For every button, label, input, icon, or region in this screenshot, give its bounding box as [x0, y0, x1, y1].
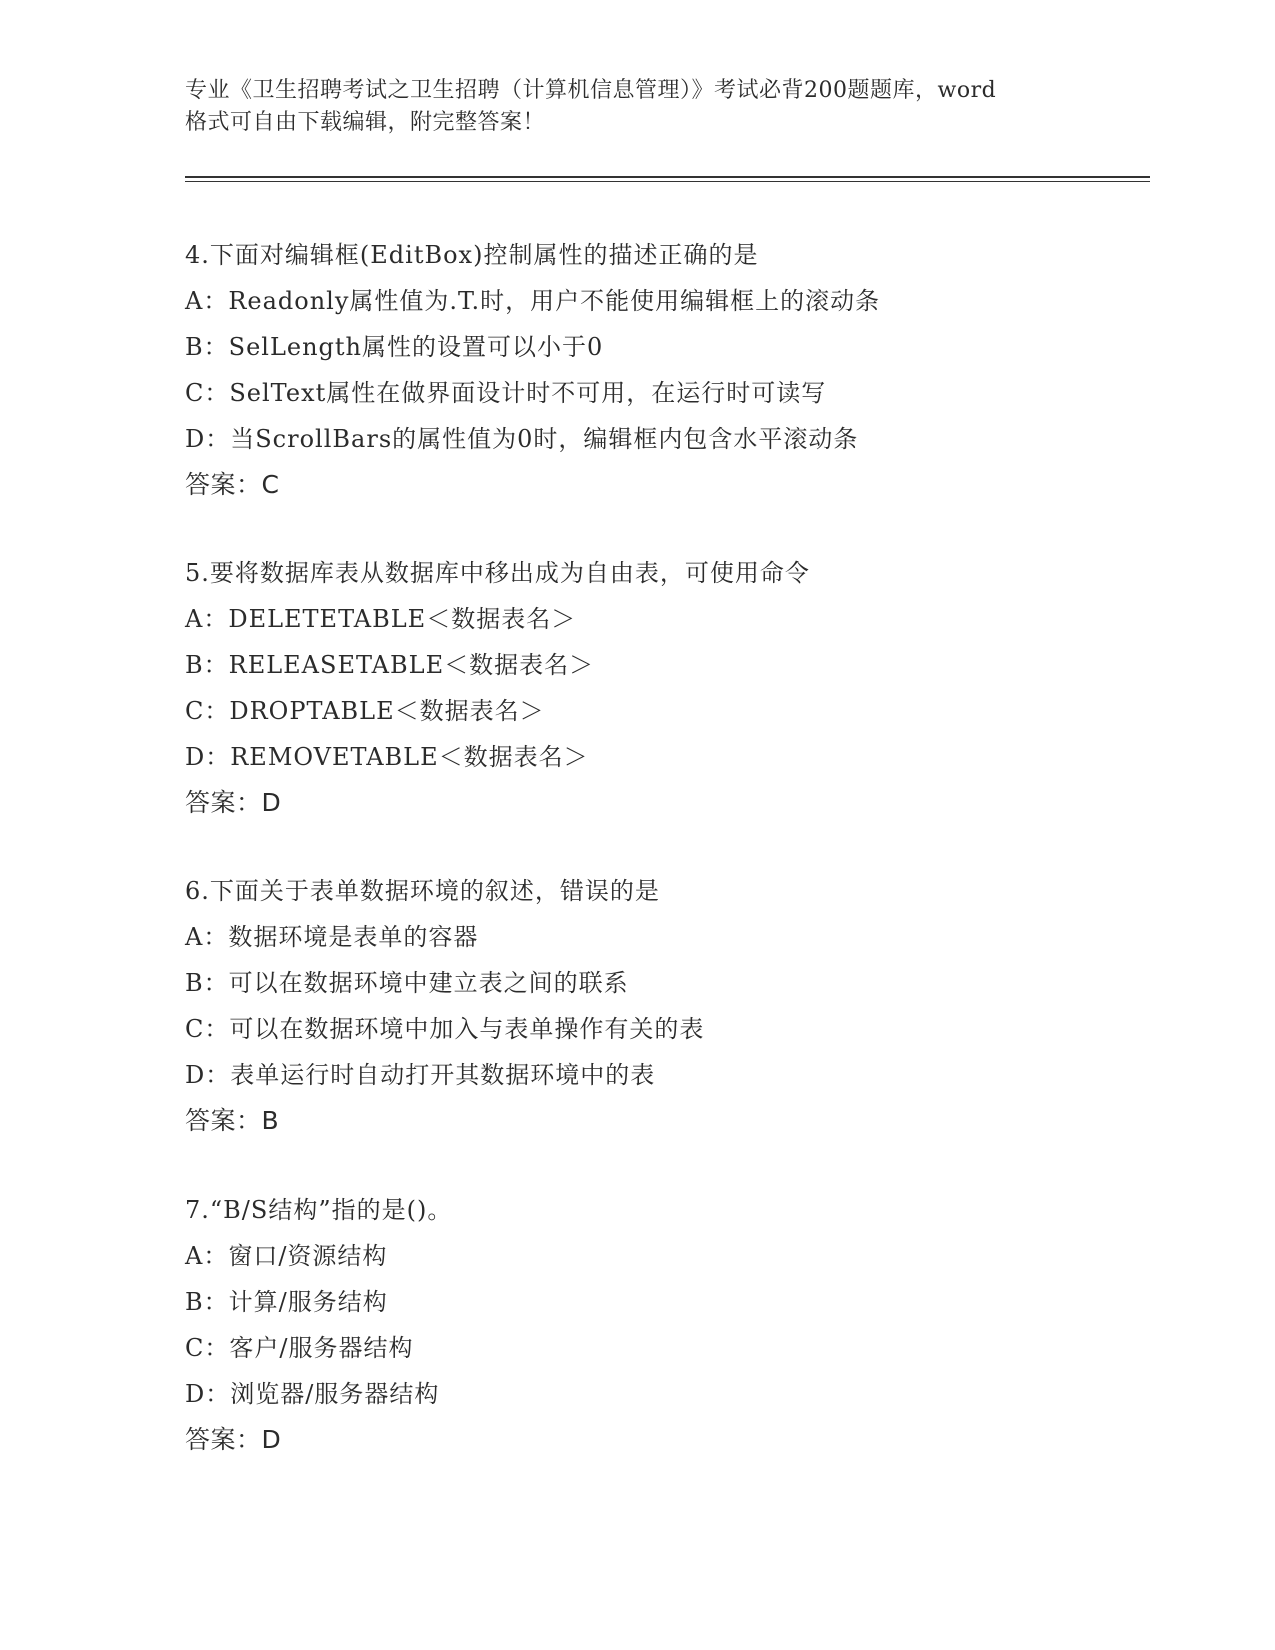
option-c: C：DROPTABLE＜数据表名＞ — [185, 697, 545, 725]
answer-label: 答案：D — [185, 1425, 282, 1454]
option-c: C：SelText属性在做界面设计时不可用，在运行时可读写 — [185, 379, 827, 407]
header-line-1: 专业《卫生招聘考试之卫生招聘（计算机信息管理）》考试必背200题题库，word — [185, 78, 997, 103]
question-stem: 4.下面对编辑框(EditBox)控制属性的描述正确的是 — [185, 241, 759, 269]
question-stem: 7.“B/S结构”指的是()。 — [185, 1196, 453, 1224]
header-divider-bottom — [185, 181, 1150, 182]
answer-label: 答案：B — [185, 1106, 280, 1135]
option-b: B：SelLength属性的设置可以小于0 — [185, 333, 604, 361]
option-a: A：数据环境是表单的容器 — [185, 923, 479, 951]
question-6 — [185, 868, 1145, 1144]
question-4 — [185, 232, 1145, 508]
answer-label: 答案：C — [185, 470, 280, 499]
question-7 — [185, 1187, 1145, 1463]
option-c: C：可以在数据环境中加入与表单操作有关的表 — [185, 1015, 705, 1043]
option-a: A：DELETETABLE＜数据表名＞ — [185, 605, 577, 633]
option-d: D：REMOVETABLE＜数据表名＞ — [185, 743, 589, 771]
option-a: A：Readonly属性值为.T.时，用户不能使用编辑框上的滚动条 — [185, 287, 881, 315]
option-a: A：窗口/资源结构 — [185, 1242, 388, 1270]
option-c: C：客户/服务器结构 — [185, 1334, 414, 1362]
header-divider-top — [185, 176, 1150, 178]
option-b: B：RELEASETABLE＜数据表名＞ — [185, 651, 595, 679]
option-b: B：可以在数据环境中建立表之间的联系 — [185, 969, 629, 997]
question-stem: 5.要将数据库表从数据库中移出成为自由表，可使用命令 — [185, 559, 810, 587]
option-d: D：浏览器/服务器结构 — [185, 1380, 440, 1408]
question-stem: 6.下面关于表单数据环境的叙述，错误的是 — [185, 877, 660, 905]
answer-label: 答案：D — [185, 788, 282, 817]
document-header — [185, 75, 1105, 139]
header-line-2: 格式可自由下载编辑，附完整答案！ — [185, 110, 546, 135]
question-5 — [185, 550, 1145, 826]
option-b: B：计算/服务结构 — [185, 1288, 388, 1316]
option-d: D：表单运行时自动打开其数据环境中的表 — [185, 1061, 656, 1089]
option-d: D：当ScrollBars的属性值为0时，编辑框内包含水平滚动条 — [185, 425, 859, 453]
